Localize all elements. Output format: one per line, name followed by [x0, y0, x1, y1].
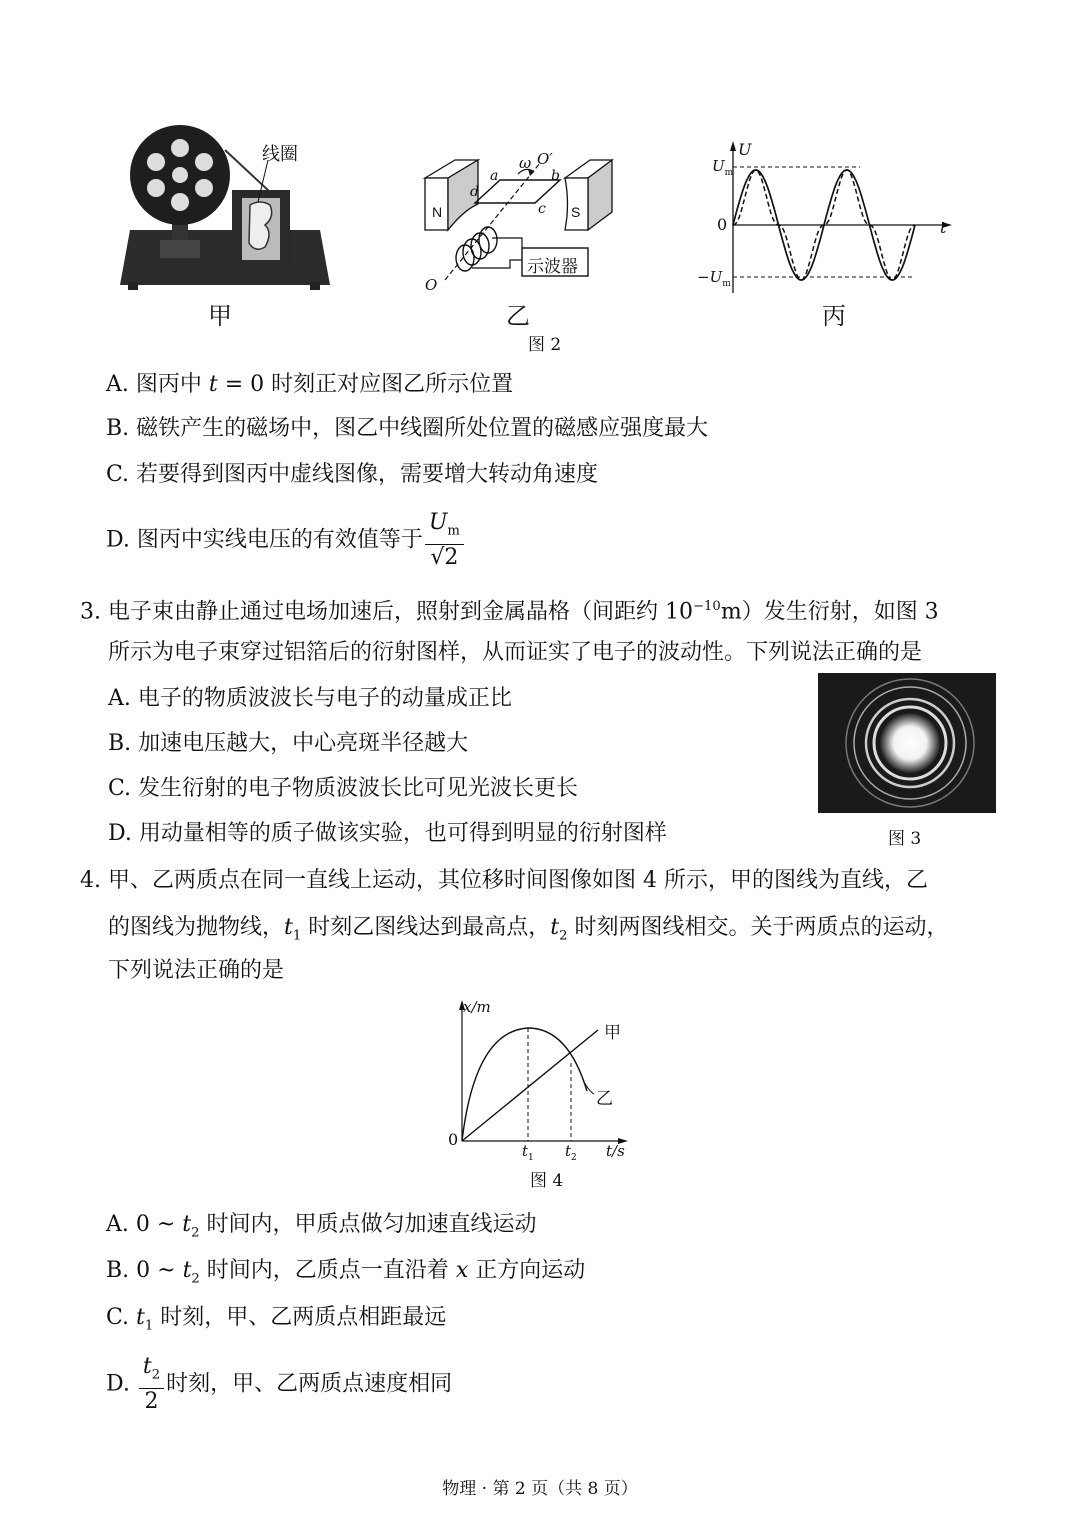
- fig2-caption: 图 2: [528, 335, 562, 355]
- magnet-s-label: S: [571, 204, 581, 220]
- q4-stem-line3: 下列说法正确的是: [108, 958, 285, 983]
- corner-b-label: b: [551, 168, 560, 184]
- corner-c-label: c: [538, 201, 546, 217]
- q3-stem-line1: 3. 电子束由静止通过电场加速后，照射到金属晶格（间距约 $10^{-10}m$）发生衍射，如图 3: [80, 599, 939, 625]
- u-axis-label: U: [738, 140, 752, 159]
- axis-o-label: O: [425, 276, 438, 294]
- q4-option-c: C. $t_1$ 时刻，甲、乙两质点相距最远: [106, 1305, 447, 1334]
- q2-option-b: B. 磁铁产生的磁场中，图乙中线圈所处位置的磁感应强度最大: [106, 416, 709, 441]
- t-axis-label: t/s: [606, 1142, 625, 1160]
- q3-option-c: C. 发生衍射的电子物质波波长比可见光波长更长: [108, 776, 579, 801]
- q2-option-c: C. 若要得到图丙中虚线图像，需要增大转动角速度: [106, 462, 599, 487]
- q4-stem-line1: 4. 甲、乙两质点在同一直线上运动，其位移时间图像如图 4 所示，甲的图线为直线，乙: [80, 868, 928, 893]
- q2-option-a: A. 图丙中 t = 0 时刻正对应图乙所示位置: [106, 372, 514, 397]
- t-axis-label: t: [940, 218, 947, 237]
- q3-option-a: A. 电子的物质波波长与电子的动量成正比: [108, 686, 512, 711]
- coil-label: 线圈: [262, 144, 298, 165]
- origin-label: 0: [448, 1130, 459, 1149]
- yi-curve-label: 乙: [596, 1089, 613, 1109]
- oscilloscope-label: 示波器: [527, 257, 578, 277]
- axis-o-prime-label: O′: [537, 150, 553, 168]
- generator-photo: [120, 120, 330, 295]
- q4-stem-line2: 的图线为抛物线，$t_1$ 时刻乙图线达到最高点，$t_2$ 时刻两图线相交。关于两质点的运动，: [108, 915, 949, 944]
- fig2-yi-label: 乙: [506, 302, 530, 330]
- fig2-bing-label: 丙: [822, 302, 846, 330]
- fig3-caption: 图 3: [888, 829, 922, 849]
- fig2-jia-label: 甲: [208, 302, 232, 330]
- fig4-caption: 图 4: [530, 1171, 564, 1191]
- jia-line-label: 甲: [604, 1023, 621, 1043]
- q3-option-b: B. 加速电压越大，中心亮斑半径越大: [108, 731, 469, 756]
- page-footer: 物理 · 第 2 页（共 8 页）: [442, 1479, 638, 1499]
- voltage-waveform-chart: [730, 135, 955, 295]
- diffraction-pattern-image: [818, 673, 996, 813]
- q3-stem-line2: 所示为电子束穿过铝箔后的衍射图样，从而证实了电子的波动性。下列说法正确的是: [108, 640, 923, 665]
- t1-tick-label: $t_1$: [522, 1142, 534, 1163]
- corner-d-label: d: [470, 184, 479, 200]
- q4-option-b: B. 0 ~ $t_2$ 时间内，乙质点一直沿着 x 正方向运动: [106, 1258, 586, 1287]
- zero-label: 0: [717, 215, 728, 234]
- neg-um-label: $-U_m$: [697, 268, 731, 289]
- omega-label: ω: [519, 154, 532, 172]
- x-axis-label: x/m: [463, 998, 491, 1016]
- q4-option-d: D. $\frac{t_2}{2}$ 时刻，甲、乙两质点速度相同: [106, 1354, 453, 1415]
- q2-option-d: D. 图丙中实线电压的有效值等于 $\frac{U_m}{√2}$: [106, 510, 466, 571]
- q4-option-a: A. 0 ~ $t_2$ 时间内，甲质点做匀加速直线运动: [106, 1212, 537, 1241]
- um-label: $U_m$: [712, 157, 734, 178]
- corner-a-label: a: [490, 168, 499, 184]
- magnet-n-label: N: [432, 204, 443, 220]
- t2-tick-label: $t_2$: [565, 1142, 577, 1163]
- q3-option-d: D. 用动量相等的质子做该实验，也可得到明显的衍射图样: [108, 821, 667, 846]
